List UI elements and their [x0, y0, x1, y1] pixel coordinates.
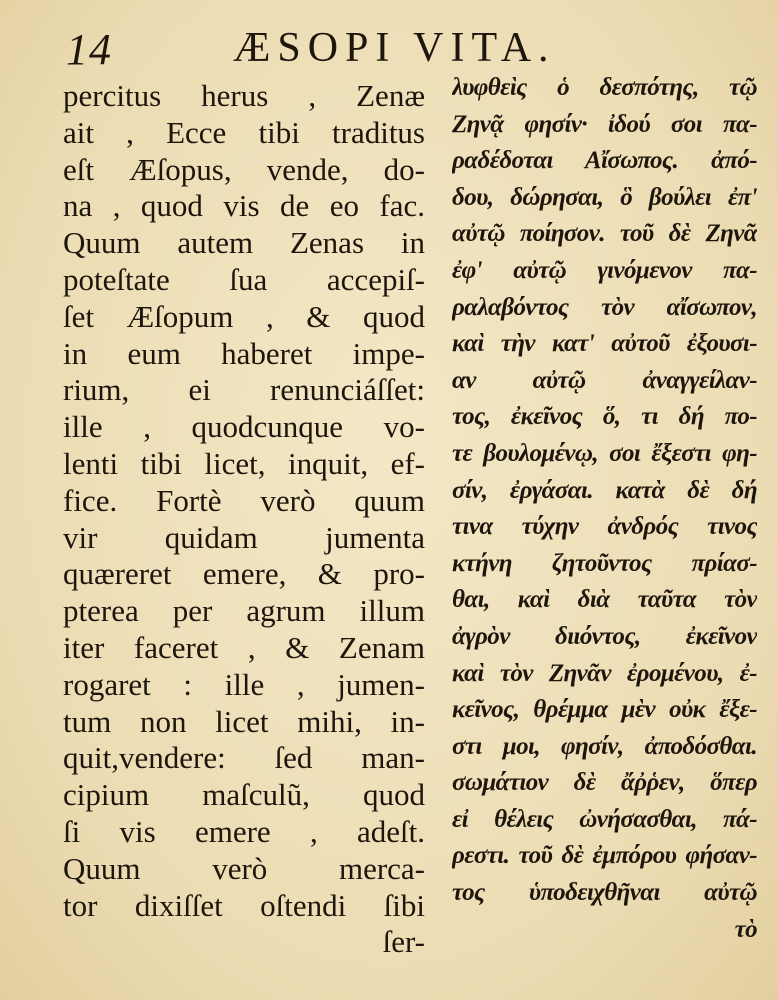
text-line: ραδέδοται Αἴσωπος. ἀπό-: [452, 147, 757, 175]
text-line: ait , Ecce tibi traditus: [63, 114, 425, 150]
text-line: eſt Æſopus, vende, do-: [63, 151, 425, 187]
text-line: Quum autem Zenas in: [63, 225, 425, 261]
text-line: ρεστι. τοῦ δὲ ἐμπόρου φήσαν-: [452, 842, 757, 870]
text-line: δου, δώρησαι, ὃ βούλει ἐπ': [452, 183, 757, 211]
text-line: ραλαβόντος τὸν αἴσωπον,: [452, 293, 757, 321]
text-line: τινα τύχην ἀνδρός τινος: [452, 513, 757, 541]
text-line: quæreret emere, & pro-: [63, 556, 425, 592]
latin-column: [63, 78, 425, 961]
text-line: vir quidam jumenta: [63, 519, 425, 555]
text-line: θαι, καὶ διὰ ταῦτα τὸν: [452, 586, 757, 614]
text-line: τε βουλομένῳ, σοι ἔξεστι φη-: [452, 439, 757, 467]
text-line: ἀγρὸν διιόντος, ἐκεῖνον: [452, 622, 757, 650]
page-number: 14: [66, 25, 112, 74]
text-line: κεῖνος, θρέμμα μὲν οὐκ ἔξε-: [452, 696, 757, 724]
text-line: αν αὐτῷ ἀναγγείλαν-: [452, 366, 757, 394]
text-line: σωμάτιον δὲ ἄῤῥεν, ὅπερ: [452, 769, 757, 797]
text-line: ille , quodcunque vo-: [63, 409, 425, 445]
text-line: κτήνη ζητοῦντος πρίασ-: [452, 549, 757, 577]
text-line: quit,vendere: ſed man-: [63, 740, 425, 776]
running-title: ÆSOPI VITA.: [233, 25, 556, 71]
text-line: cipium maſculũ, quod: [63, 777, 425, 813]
text-line: Ζηνᾷ φησίν· ἰδού σοι πα-: [452, 110, 757, 138]
text-line: tor dixiſſet oſtendi ſibi: [63, 887, 425, 923]
text-line: καὶ τὸν Ζηνᾶν ἐρομένου, ἐ-: [452, 659, 757, 687]
text-line: percitus herus , Zenæ: [63, 78, 425, 113]
text-line: pterea per agrum illum: [63, 593, 425, 629]
text-line: in eum haberet impe-: [63, 335, 425, 371]
greek-column: [452, 70, 757, 948]
text-line: poteſtate ſua accepiſ-: [63, 261, 425, 297]
catchword: τὸ: [734, 915, 757, 943]
text-line: αὐτῷ ποίησον. τοῦ δὲ Ζηνᾶ: [452, 220, 757, 248]
text-line: εἰ θέλεις ὠνήσασθαι, πά-: [452, 805, 757, 833]
text-line: rium, ei renunciáſſet:: [63, 372, 425, 408]
text-line: ἐφ' αὐτῷ γινόμενον πα-: [452, 256, 757, 284]
catchword: ſer-: [382, 924, 425, 960]
text-line: λυφθεὶς ὁ δεσπότης, τῷ: [452, 74, 757, 101]
text-line: καὶ τὴν κατ' αὐτοῦ ἐξουσι-: [452, 330, 757, 358]
text-line: lenti tibi licet, inquit, ef-: [63, 445, 425, 481]
text-line: rogaret : ille , jumen-: [63, 666, 425, 702]
page-header: [58, 18, 737, 78]
text-line: τος, ἐκεῖνος ὅ, τι δή πο-: [452, 403, 757, 431]
text-line: σίν, ἐργάσαι. κατὰ δὲ δή: [452, 476, 757, 504]
text-line: fice. Fortè verò quum: [63, 482, 425, 518]
text-line: ſi vis emere , adeſt.: [63, 813, 425, 849]
text-line: στι μοι, φησίν, ἀποδόσθαι.: [452, 732, 757, 760]
text-line: Quum verò merca-: [63, 850, 425, 886]
text-line: τος ὑποδειχθῆναι αὐτῷ: [452, 879, 757, 907]
text-line: iter faceret , & Zenam: [63, 629, 425, 665]
text-line: na , quod vis de eo fac.: [63, 188, 425, 224]
text-line: tum non licet mihi, in-: [63, 703, 425, 739]
text-line: ſet Æſopum , & quod: [63, 298, 425, 334]
